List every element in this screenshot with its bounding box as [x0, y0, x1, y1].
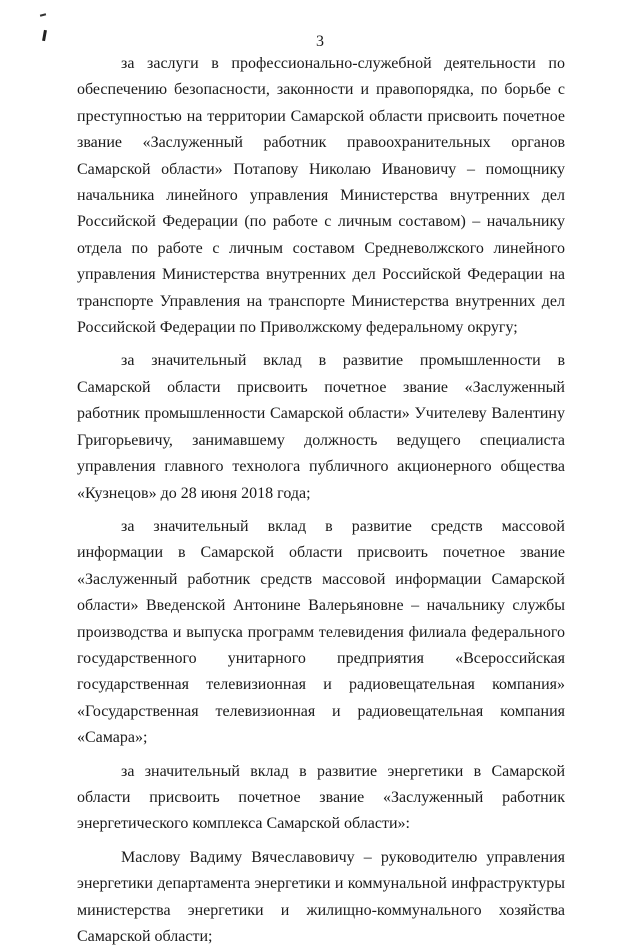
- paragraph-award-law-enforcement: за заслуги в профессионально-служебной деятельности по обеспечению безопасности, законности и правопорядка, по борьбе с преступностью на территории Самарской области присвоить почетное звание «Заслуженный работник правоохранительных органов Самарской области» Потапову Николаю Ивановичу – помощнику начальника линейного управления Министерства внутренних дел Российской Федерации (по работе с личным составом) – начальнику отдела по работе с личным составом Средневолжского линейного управления Министерства внутренних дел Российской Федерации на транспорте Управления на транспорте Министерства внутренних дел Российской Федерации по Приволжскому федеральному округу;: [77, 55, 565, 337]
- page-number: 3: [316, 33, 324, 50]
- scan-artifact-dash: [40, 13, 46, 16]
- paragraph-award-energy-intro: за значительный вклад в развитие энергетики в Самарской области присвоить почетное звание «Заслуженный работник энергетического комплекса Самарской области»:: [77, 762, 565, 833]
- paragraph-award-industry: за значительный вклад в развитие промышленности в Самарской области присвоить почетное звание «Заслуженный работник промышленности Самарской области» Учителеву Валентину Григорьевичу, занимавшему должность ведущего специалиста управления главного технолога публичного акционерного общества «Кузнецов» до 28 июня 2018 года;: [77, 352, 565, 502]
- paragraph-award-mass-media: за значительный вклад в развитие средств массовой информации в Самарской области присвоить почетное звание «Заслуженный работник средств массовой информации Самарской области» Введенской Антонине Валерьяновне – начальнику службы производства и выпуска программ телевидения филиала федерального государственного унитарного предприятия «Всероссийская государственная телевизионная и радиовещательная компания» «Государственная телевизионная и радиовещательная компания «Самара»;: [77, 517, 565, 747]
- paragraph-award-energy-recipient: Маслову Вадиму Вячеславовичу – руководителю управления энергетики департамента энергетики и коммунальной инфраструктуры министерства энергетики и жилищно-коммунального хозяйства Самарской области;: [77, 848, 565, 945]
- document-body: [77, 51, 565, 950]
